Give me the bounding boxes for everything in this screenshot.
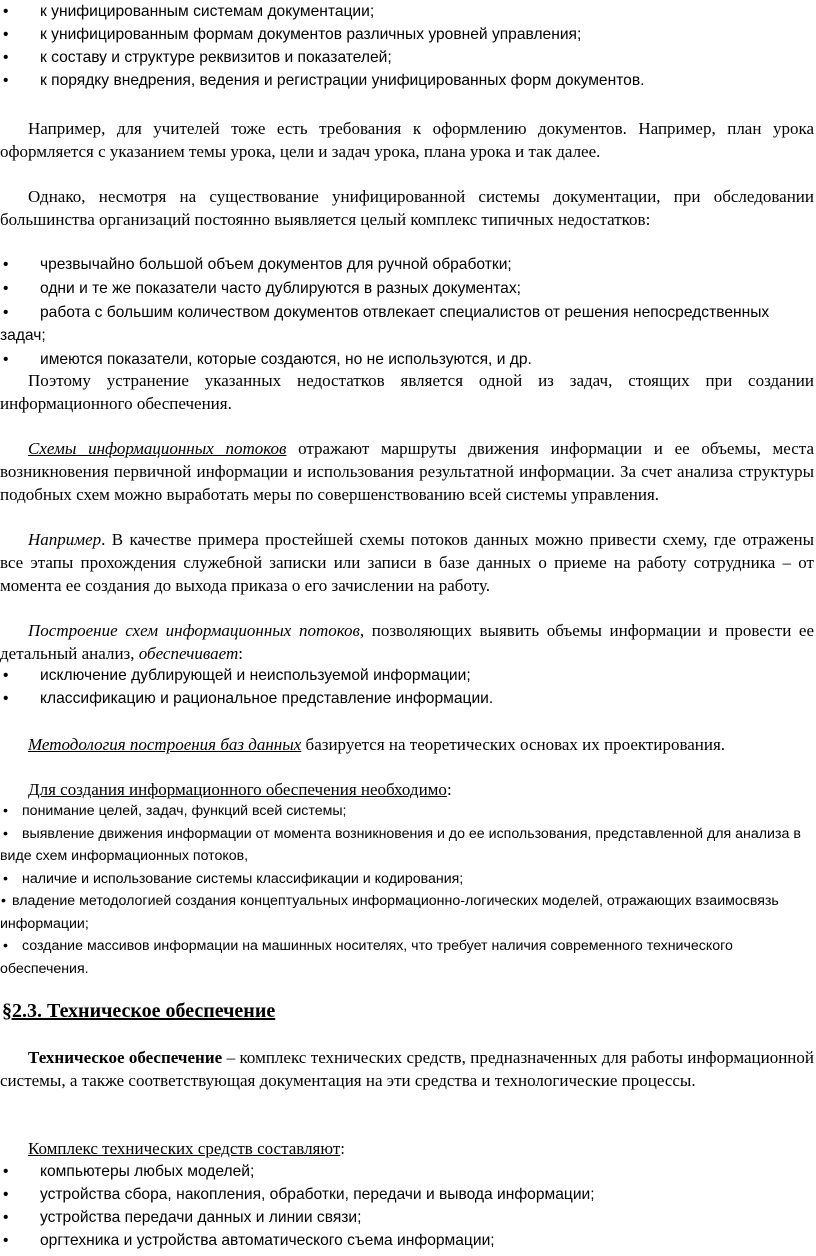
construction-results-list [0, 664, 814, 710]
tech-text: – комплекс технических средств, предназначенных для работы информационной системы, а также соответствующая документация на эти средства и технологические процессы. [0, 1048, 814, 1090]
list-item: • к составу и структуре реквизитов и показателей; [0, 46, 814, 69]
section-heading: §2.3. Техническое обеспечение [2, 1000, 276, 1022]
paragraph-schemes [0, 437, 814, 506]
requirements-for-support-list [0, 800, 814, 980]
list-item: • оргтехника и устройства автоматического съема информации; [0, 1229, 814, 1252]
construction-text-2: : [238, 644, 243, 663]
requirements-list [0, 0, 814, 92]
list-item: • выявление движения информации от момента возникновения и до ее использования, представленной для анализа в виде схем информационных потоков, [0, 825, 801, 864]
term-technical-support: Техническое обеспечение [28, 1048, 223, 1067]
list-item: • создание массивов информации на машинных носителях, что требует наличия современного технического обеспечения. [0, 938, 733, 977]
drawbacks-list [0, 253, 814, 371]
term-schemes: Схемы информационных потоков [28, 439, 287, 458]
construction-text-1: , позволяющих выявить объемы информации и провести ее детальный анализ, [0, 621, 814, 663]
list-item: • имеются показатели, которые создаются, но не используются, и др. [0, 348, 814, 371]
list-item: • к унифицированным формам документов различных уровней управления; [0, 23, 814, 46]
term-provides: обеспечивает [138, 644, 239, 663]
paragraph-therefore: Поэтому устранение указанных недостатков является одной из задач, стоящих при создании информационного обеспечения. [0, 371, 814, 413]
term-methodology: Методология построения баз данных [28, 735, 302, 754]
paragraph-teachers: Например, для учителей тоже есть требования к оформлению документов. Например, план урока оформляется с указанием темы урока, цели и задач урока, плана урока и так далее. [0, 119, 814, 161]
term-example: Например [28, 530, 102, 549]
list-item: • классификацию и рациональное представление информации. [0, 687, 814, 710]
complex-text: : [340, 1139, 346, 1158]
technical-means-list [0, 1160, 814, 1252]
term-construction: Построение схем информационных потоков [28, 621, 360, 640]
paragraph-example [0, 528, 814, 597]
list-item: • устройства передачи данных и линии связи; [0, 1206, 814, 1229]
list-item: • работа с большим количеством документов отвлекает специалистов от решения непосредственных задач; [0, 301, 814, 347]
list-item: • устройства сбора, накопления, обработки, передачи и вывода информации; [0, 1183, 814, 1206]
example-text: . В качестве примера простейшей схемы потоков данных можно привести схему, где отражены все этапы прохождения служебной записки или записи в базе данных о приеме на работу сотрудника – от момента ее создания до выхода приказа о его зачислении на работу. [0, 530, 814, 595]
schemes-text: отражают маршруты движения информации и ее объемы, места возникновения первичной информации и использования результатной информации. За счет анализа структуры подобных схем можно выработать меры по совершенствованию всей системы управления. [0, 439, 814, 504]
necessary-text: : [446, 780, 452, 799]
term-necessary: Для создания информационного обеспечения необходимо [28, 780, 447, 799]
methodology-text: базируется на теоретических основах их проектирования. [301, 735, 726, 754]
paragraph-however: Однако, несмотря на существование унифицированной системы документации, при обследовании большинства организаций постоянно выявляется целый комплекс типичных недостатков: [0, 187, 814, 229]
paragraph-necessary [0, 778, 814, 801]
list-item: • исключение дублирующей и неиспользуемой информации; [0, 664, 814, 687]
paragraph-complex [0, 1137, 814, 1160]
paragraph-construction [0, 619, 814, 665]
list-item: • чрезвычайно большой объем документов для ручной обработки; [0, 253, 814, 276]
list-item: • понимание целей, задач, функций всей системы; [3, 803, 347, 819]
list-item: • наличие и использование системы классификации и кодирования; [3, 870, 464, 887]
list-item: • к порядку внедрения, ведения и регистрации унифицированных форм документов. [0, 69, 814, 92]
list-item: • владение методологией создания концептуальных информационно-логических моделей, отражающих взаимосвязь информации; [0, 893, 779, 932]
paragraph-technical-support [0, 1046, 814, 1092]
list-item: • к унифицированным системам документации; [0, 0, 814, 23]
list-item: • компьютеры любых моделей; [0, 1160, 814, 1183]
term-complex: Комплекс технических средств составляют [28, 1139, 341, 1158]
paragraph-methodology [0, 733, 814, 756]
list-item: • одни и те же показатели часто дублируются в разных документах; [0, 277, 814, 300]
